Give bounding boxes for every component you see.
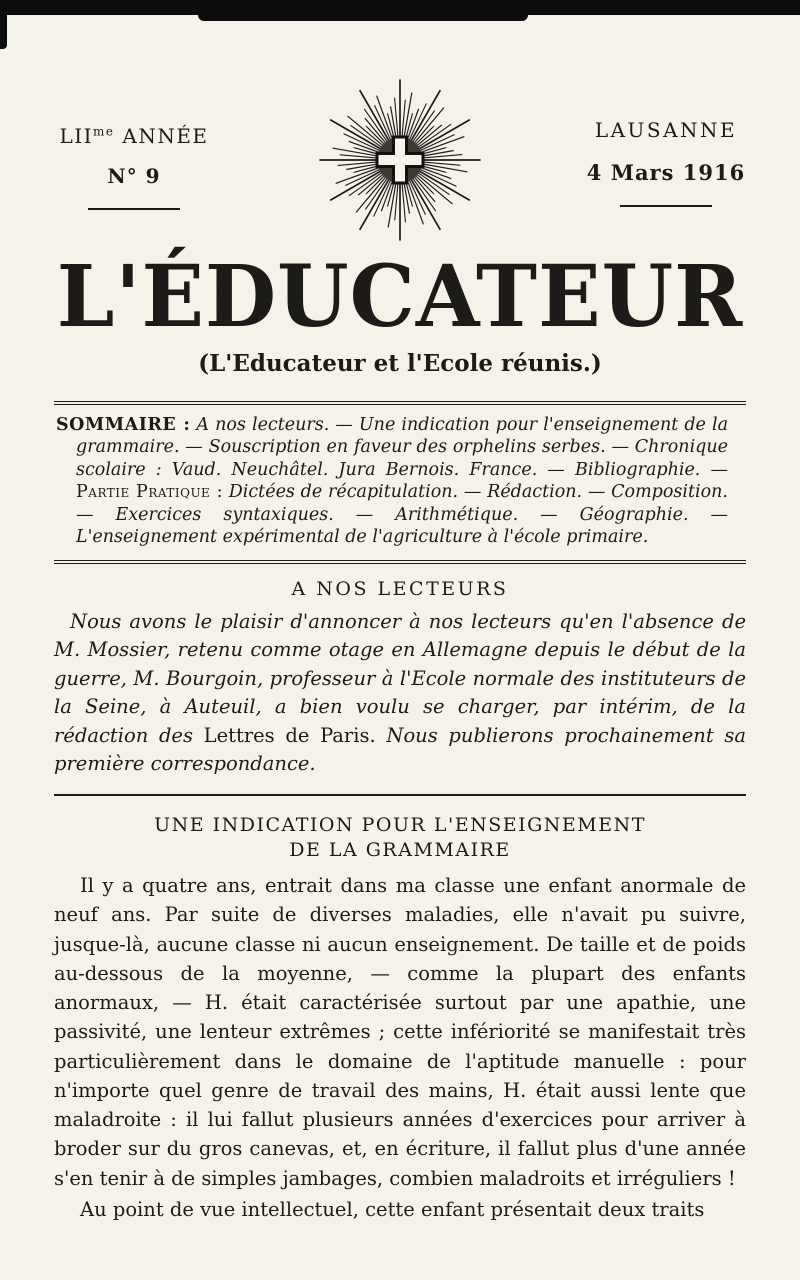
- masthead-right: [532, 74, 800, 246]
- sommaire-section: [54, 401, 746, 564]
- journal-title: L'ÉDUCATEUR: [56, 247, 744, 347]
- sommaire-body-2: Dictées de récapitulation. — Rédaction. — Composition. — Exercices syntaxiques. — Arithmétique. — Géographie. — L'enseignement expérimental de l'agriculture à l'école primaire.: [76, 482, 728, 548]
- lettres-de-paris-label: Lettres de Paris.: [203, 723, 376, 747]
- masthead-left: [0, 74, 268, 246]
- masthead-rule-left: [88, 208, 180, 210]
- masthead: [0, 0, 800, 246]
- scan-edge-blotch: [198, 15, 528, 21]
- article-heading-line-1: UNE INDICATION POUR L'ENSEIGNEMENT: [154, 813, 646, 836]
- lecteurs-paragraph: [54, 608, 746, 779]
- swiss-cross-sunburst-icon: [314, 74, 486, 246]
- section-divider-rule: [54, 794, 746, 796]
- article-body: [0, 871, 800, 1224]
- lecteurs-section: [0, 578, 800, 779]
- year-word: ANNÉE: [114, 124, 209, 148]
- article-paragraph: Il y a quatre ans, entrait dans ma classe une enfant anormale de neuf ans. Par suite de diverses maladies, elle n'avait pu suivre, jusque-là, aucune classe ni aucun enseignement. De taille et de poids au-dessous de la moyenne, — comme la plupart des enfants anormaux, — H. était caractérisée surtout par une apathie, une passivité, une lenteur extrêmes ; cette infériorité se manifestait très particulièrement dans le domaine de l'aptitude manuelle : pour n'importe quel genre de travail des mains, H. était aussi lente que maladroite : il lui fallut plusieurs années d'exercices pour arriver à broder sur du gros canevas, et, en écriture, il fallut plus d'une année s'en tenir à de simples jambages, combien maladroits et irréguliers !: [54, 874, 746, 1190]
- lecteurs-heading: A NOS LECTEURS: [291, 578, 509, 600]
- partie-pratique-label: Partie Pratique :: [76, 482, 223, 503]
- scan-edge-top: [0, 0, 800, 15]
- lecteurs-text-end: Nous publierons prochainement sa première correspondance.: [54, 723, 746, 776]
- article-section: [0, 813, 800, 1224]
- emblem-container: [295, 74, 505, 246]
- scan-edge-corner: [0, 15, 7, 49]
- article-heading-line-2: DE LA GRAMMAIRE: [289, 839, 511, 862]
- issue-date: 4 Mars 1916: [586, 160, 746, 185]
- journal-subtitle: (L'Educateur et l'Ecole réunis.): [198, 349, 602, 377]
- city-name: LAUSANNE: [594, 118, 738, 142]
- article-paragraph: Au point de vue intellectuel, cette enfant présentait deux traits: [80, 1197, 705, 1221]
- year-line: [0, 124, 268, 148]
- sommaire-text: [56, 414, 728, 549]
- year-superscript: me: [93, 124, 115, 139]
- sommaire-body-1: A nos lecteurs. — Une indication pour l'enseignement de la grammaire. — Souscription en faveur des orphelins serbes. — Chronique scolaire : Vaud. Neuchâtel. Jura Bernois. France. — Bibliographie. —: [76, 414, 729, 480]
- masthead-rule-right: [620, 205, 712, 207]
- lecteurs-text-start: Nous avons le plaisir d'annoncer à nos lecteurs qu'en l'absence de M. Mossier, retenu comme otage en Allemagne depuis le début de la guerre, M. Bourgoin, professeur à l'Ecole normale des instituteurs de la Seine, à Auteuil, a bien voulu se charger, par intérim, de la rédaction des: [54, 610, 746, 747]
- year-roman: LII: [59, 124, 94, 148]
- article-heading: [0, 813, 800, 864]
- sommaire-label: SOMMAIRE :: [56, 414, 191, 435]
- issue-number: N° 9: [107, 164, 161, 188]
